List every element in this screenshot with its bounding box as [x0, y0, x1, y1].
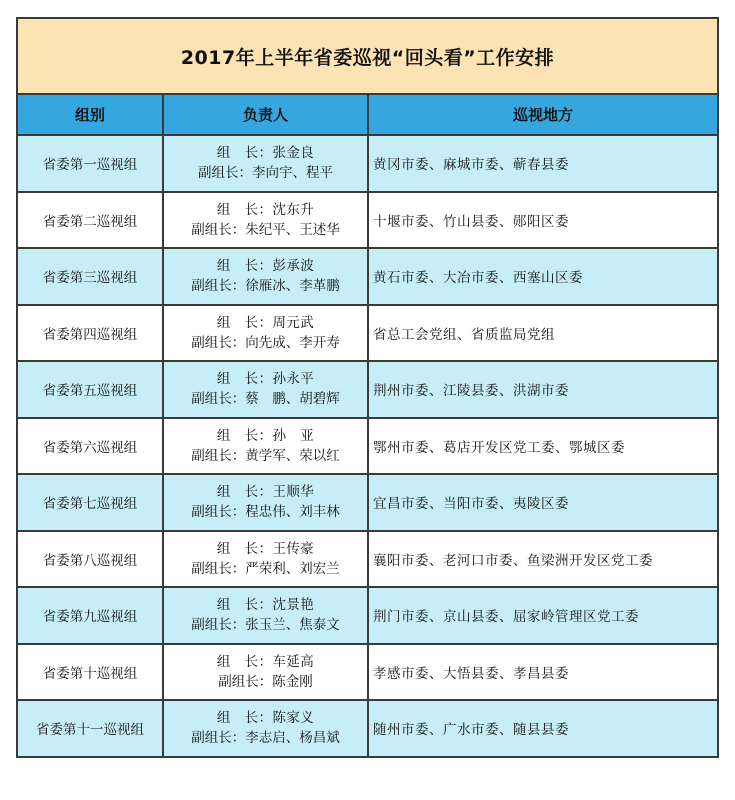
deputy-leaders: 副组长：朱纪平、王述华 [191, 221, 340, 238]
table-row [17, 361, 718, 418]
team-leader: 组 长：王传豪 [216, 540, 315, 557]
team-leader: 组 长：王顺华 [216, 484, 315, 501]
table-row [17, 305, 718, 362]
team-leader: 组 长：孙永平 [216, 371, 315, 388]
deputy-leaders: 副组长：严荣利、刘宏兰 [191, 560, 340, 577]
deputy-leaders: 副组长：李向宇、程平 [198, 165, 333, 182]
group-name-cell: 省委第九巡视组 [17, 587, 163, 644]
team-leader: 组 长：沈景艳 [216, 597, 315, 614]
group-name-cell: 省委第十巡视组 [17, 644, 163, 701]
table-row [17, 135, 718, 192]
leaders-cell [163, 587, 368, 644]
deputy-leaders: 副组长：向先成、李开寿 [191, 334, 340, 351]
inspection-area-cell: 荆门市委、京山县委、屈家岭管理区党工委 [368, 587, 718, 644]
table-row [17, 418, 718, 475]
inspection-area-cell: 黄冈市委、麻城市委、蕲春县委 [368, 135, 718, 192]
leaders-cell [163, 305, 368, 362]
team-leader: 组 长：孙 亚 [216, 427, 315, 444]
leaders-cell [163, 418, 368, 475]
deputy-leaders: 副组长：黄学军、荣以红 [191, 447, 340, 464]
inspection-area-cell: 鄂州市委、葛店开发区党工委、鄂城区委 [368, 418, 718, 475]
inspection-area-cell: 荆州市委、江陵县委、洪湖市委 [368, 361, 718, 418]
column-header-leader: 负责人 [163, 94, 368, 135]
table-title: 2017年上半年省委巡视“回头看”工作安排 [17, 18, 718, 94]
group-name-cell: 省委第八巡视组 [17, 531, 163, 588]
column-header-area: 巡视地方 [368, 94, 718, 135]
leaders-cell [163, 474, 368, 531]
table-body [17, 135, 718, 757]
inspection-area-cell: 孝感市委、大悟县委、孝昌县委 [368, 644, 718, 701]
schedule-sheet [16, 17, 717, 758]
table-row [17, 248, 718, 305]
group-name-cell: 省委第五巡视组 [17, 361, 163, 418]
deputy-leaders: 副组长：徐雁冰、李革鹏 [191, 278, 340, 295]
team-leader: 组 长：彭承波 [216, 258, 315, 275]
group-name-cell: 省委第二巡视组 [17, 192, 163, 249]
group-name-cell: 省委第七巡视组 [17, 474, 163, 531]
column-header-group: 组别 [17, 94, 163, 135]
team-leader: 组 长：周元武 [216, 314, 315, 331]
leaders-cell [163, 700, 368, 757]
inspection-area-cell: 宜昌市委、当阳市委、夷陵区委 [368, 474, 718, 531]
deputy-leaders: 副组长：张玉兰、焦泰文 [191, 617, 340, 634]
inspection-area-cell: 十堰市委、竹山县委、郧阳区委 [368, 192, 718, 249]
title-row [17, 18, 718, 94]
table-row [17, 474, 718, 531]
leaders-cell [163, 192, 368, 249]
header-row [17, 94, 718, 135]
leaders-cell [163, 248, 368, 305]
table-row [17, 192, 718, 249]
team-leader: 组 长：陈家义 [216, 710, 315, 727]
deputy-leaders: 副组长：蔡 鹏、胡碧辉 [191, 391, 340, 408]
table-row [17, 531, 718, 588]
inspection-area-cell: 襄阳市委、老河口市委、鱼梁洲开发区党工委 [368, 531, 718, 588]
group-name-cell: 省委第十一巡视组 [17, 700, 163, 757]
group-name-cell: 省委第一巡视组 [17, 135, 163, 192]
deputy-leaders: 副组长：程忠伟、刘丰林 [191, 504, 340, 521]
deputy-leaders: 副组长：李志启、杨昌斌 [191, 730, 340, 747]
inspection-area-cell: 黄石市委、大冶市委、西塞山区委 [368, 248, 718, 305]
group-name-cell: 省委第三巡视组 [17, 248, 163, 305]
schedule-table [16, 17, 719, 758]
team-leader: 组 长：张金良 [216, 145, 315, 162]
leaders-cell [163, 361, 368, 418]
table-row [17, 700, 718, 757]
group-name-cell: 省委第四巡视组 [17, 305, 163, 362]
leaders-cell [163, 135, 368, 192]
group-name-cell: 省委第六巡视组 [17, 418, 163, 475]
team-leader: 组 长：车延高 [216, 653, 315, 670]
table-row [17, 644, 718, 701]
leaders-cell [163, 531, 368, 588]
leaders-cell [163, 644, 368, 701]
team-leader: 组 长：沈东升 [216, 201, 315, 218]
table-row [17, 587, 718, 644]
inspection-area-cell: 省总工会党组、省质监局党组 [368, 305, 718, 362]
deputy-leaders: 副组长：陈金刚 [218, 673, 313, 690]
inspection-area-cell: 随州市委、广水市委、随县县委 [368, 700, 718, 757]
